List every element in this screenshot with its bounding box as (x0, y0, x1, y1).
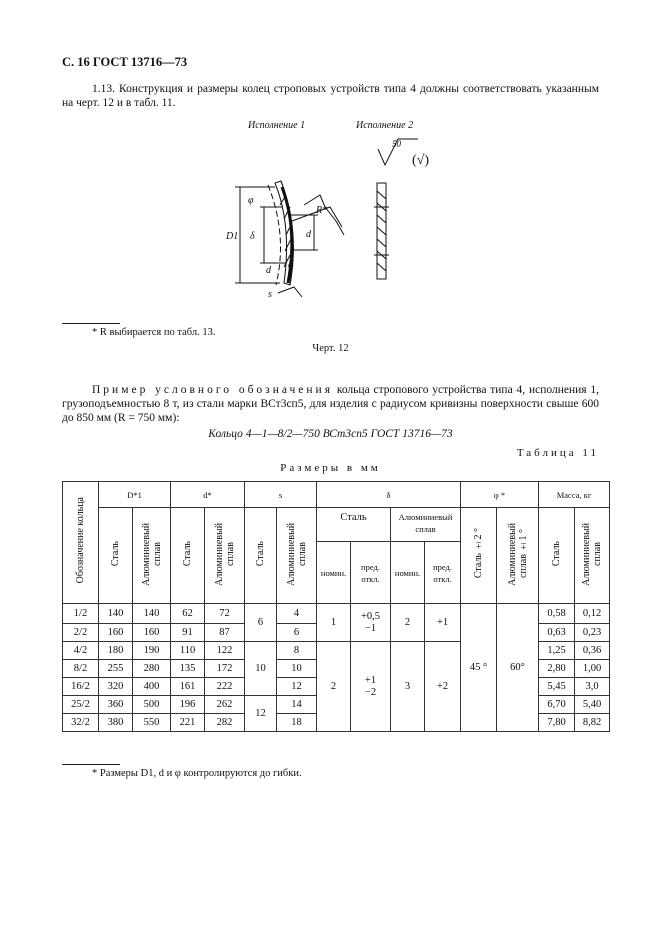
label-phi-bottom: φ (288, 260, 294, 271)
header-D1: D*1 (99, 482, 171, 508)
table-label: Таблица 11 (516, 447, 599, 459)
cell-D1-steel: 180 (99, 642, 133, 660)
label-d-lower: d (266, 265, 271, 276)
header-s: s (245, 482, 317, 508)
label-phi-top: φ (248, 195, 254, 206)
cell-mass-alu: 0,36 (575, 642, 610, 660)
cell-s-alu: 12 (277, 678, 317, 696)
footnote-dimensions: * Размеры D1, d и φ контролируются до гибки. (92, 768, 302, 779)
cell-d-steel: 196 (171, 696, 205, 714)
header-mass-alu: Алюминиевый сплав (581, 521, 604, 586)
cell-mass-alu: 0,12 (575, 604, 610, 624)
cell-id: 8/2 (63, 660, 99, 678)
cell-D1-alu: 550 (133, 714, 171, 732)
cell-d-steel: 135 (171, 660, 205, 678)
cell-id: 25/2 (63, 696, 99, 714)
header-s-alu: Алюминиевый сплав (285, 521, 308, 586)
header-delta-alu-dev: пред. откл. (425, 542, 461, 604)
cell-id: 4/2 (63, 642, 99, 660)
label-d: d (306, 229, 311, 240)
cell-id: 16/2 (63, 678, 99, 696)
cell-D1-alu: 160 (133, 624, 171, 642)
cell-delta-steel-dev: +1 −2 (351, 642, 391, 732)
cell-D1-alu: 190 (133, 642, 171, 660)
header-d-steel: Сталь (182, 540, 194, 567)
cell-D1-steel: 320 (99, 678, 133, 696)
section-view (374, 183, 389, 279)
header-phi: φ * (461, 482, 539, 508)
roughness-symbol (378, 139, 429, 168)
header-delta-alu: Алюминиевый сплав (391, 508, 461, 542)
roughness-value: 50 (392, 139, 401, 149)
footnote-R: * R выбирается по табл. 13. (92, 327, 216, 338)
cell-delta-steel-dev: +0,5 −1 (351, 604, 391, 642)
table-units: Размеры в мм (280, 462, 381, 474)
cell-d-steel: 110 (171, 642, 205, 660)
dimensions-table (62, 481, 610, 732)
cell-delta-alu-nom: 3 (391, 642, 425, 732)
cell-D1-alu: 140 (133, 604, 171, 624)
intro-text: 1.13. Конструкция и размеры колец строповых устройств типа 4 должны соответствовать указанным на черт. 12 и в табл. 11. (62, 83, 599, 109)
cell-delta-alu-dev: +2 (425, 642, 461, 732)
figure-caption: Черт. 12 (312, 343, 349, 354)
cell-D1-steel: 380 (99, 714, 133, 732)
intro-paragraph (62, 82, 599, 110)
cell-mass-steel: 6,70 (539, 696, 575, 714)
cell-s-alu: 18 (277, 714, 317, 732)
cell-s-alu: 10 (277, 660, 317, 678)
cell-mass-alu: 5,40 (575, 696, 610, 714)
header-D1-alu: Алюминиевый сплав (140, 521, 163, 586)
cell-d-alu: 282 (205, 714, 245, 732)
cell-D1-alu: 400 (133, 678, 171, 696)
cell-D1-steel: 160 (99, 624, 133, 642)
header-d: d* (171, 482, 245, 508)
roughness-note: (√) (412, 153, 430, 168)
example-designation: Кольцо 4—1—8/2—750 ВСт3сп5 ГОСТ 13716—73 (208, 428, 453, 440)
cell-s-alu: 6 (277, 624, 317, 642)
cell-id: 1/2 (63, 604, 99, 624)
cell-s-alu: 8 (277, 642, 317, 660)
cell-D1-steel: 360 (99, 696, 133, 714)
cell-d-steel: 91 (171, 624, 205, 642)
cell-d-steel: 161 (171, 678, 205, 696)
variant-2-label: Исполнение 2 (356, 120, 414, 131)
header-delta-steel: Сталь (317, 508, 391, 542)
header-D1-steel: Сталь (110, 540, 121, 567)
header-mass-steel: Сталь (551, 540, 563, 567)
cell-mass-steel: 0,63 (539, 624, 575, 642)
cell-delta-alu-nom: 2 (391, 604, 425, 642)
footnote-rule-2 (62, 764, 120, 765)
cell-d-steel: 221 (171, 714, 205, 732)
example-lead: Пример условного обозначения (92, 384, 334, 396)
cell-d-alu: 87 (205, 624, 245, 642)
example-paragraph (62, 383, 599, 425)
cell-d-alu: 72 (205, 604, 245, 624)
header-delta: δ (317, 482, 461, 508)
header-d-alu: Алюминиевый сплав (213, 521, 236, 586)
cell-mass-alu: 8,82 (575, 714, 610, 732)
table-row (63, 604, 610, 624)
cell-mass-steel: 7,80 (539, 714, 575, 732)
header-mass: Масса, кг (539, 482, 610, 508)
cell-D1-alu: 500 (133, 696, 171, 714)
header-phi-steel: Сталь ±2 ° (473, 528, 485, 579)
header-s-steel: Сталь (255, 540, 267, 567)
label-s: s (268, 289, 272, 300)
cell-s-steel: 6 (245, 604, 277, 642)
label-delta: δ (250, 231, 255, 242)
header-phi-alu: Алюминиевый сплав ±1 ° (506, 521, 529, 586)
cell-phi-alu: 60° (497, 604, 539, 732)
cell-mass-steel: 1,25 (539, 642, 575, 660)
header-designation: Обозначение кольца (75, 497, 86, 584)
cell-id: 2/2 (63, 624, 99, 642)
cell-d-alu: 222 (205, 678, 245, 696)
cell-mass-alu: 0,23 (575, 624, 610, 642)
label-R: R* (316, 205, 328, 216)
variant-1-label: Исполнение 1 (248, 120, 306, 131)
cell-mass-steel: 2,80 (539, 660, 575, 678)
header-delta-alu-nom: номин. (391, 542, 425, 604)
cell-phi-steel: 45 ° (461, 604, 497, 732)
cell-delta-steel-nom: 2 (317, 642, 351, 732)
cell-mass-alu: 1,00 (575, 660, 610, 678)
cell-d-alu: 262 (205, 696, 245, 714)
example-text: кольца стропового устройства типа 4, исполнения 1, грузоподъемностью 8 т, из стали марки ВСт3сп5, для изделия с радиусом кривизны поверхности свыше 600 до 850 мм (R = 750 мм): (62, 384, 599, 424)
cell-mass-alu: 3,0 (575, 678, 610, 696)
cell-d-steel: 62 (171, 604, 205, 624)
cell-s-alu: 4 (277, 604, 317, 624)
cell-s-alu: 14 (277, 696, 317, 714)
cell-mass-steel: 5,45 (539, 678, 575, 696)
cell-d-alu: 122 (205, 642, 245, 660)
cell-D1-steel: 255 (99, 660, 133, 678)
cell-D1-alu: 280 (133, 660, 171, 678)
cell-D1-steel: 140 (99, 604, 133, 624)
cell-delta-steel-nom: 1 (317, 604, 351, 642)
cell-id: 32/2 (63, 714, 99, 732)
header-delta-steel-nom: номин. (317, 542, 351, 604)
label-D1: D1 (226, 231, 239, 242)
ring-drawing (220, 135, 450, 310)
footnote-rule (62, 323, 120, 324)
cell-mass-steel: 0,58 (539, 604, 575, 624)
header-delta-steel-dev: пред. откл. (351, 542, 391, 604)
page-header: С. 16 ГОСТ 13716—73 (62, 55, 188, 69)
cell-d-alu: 172 (205, 660, 245, 678)
cell-s-steel: 10 (245, 642, 277, 696)
cell-s-steel: 12 (245, 696, 277, 732)
cell-delta-alu-dev: +1 (425, 604, 461, 642)
